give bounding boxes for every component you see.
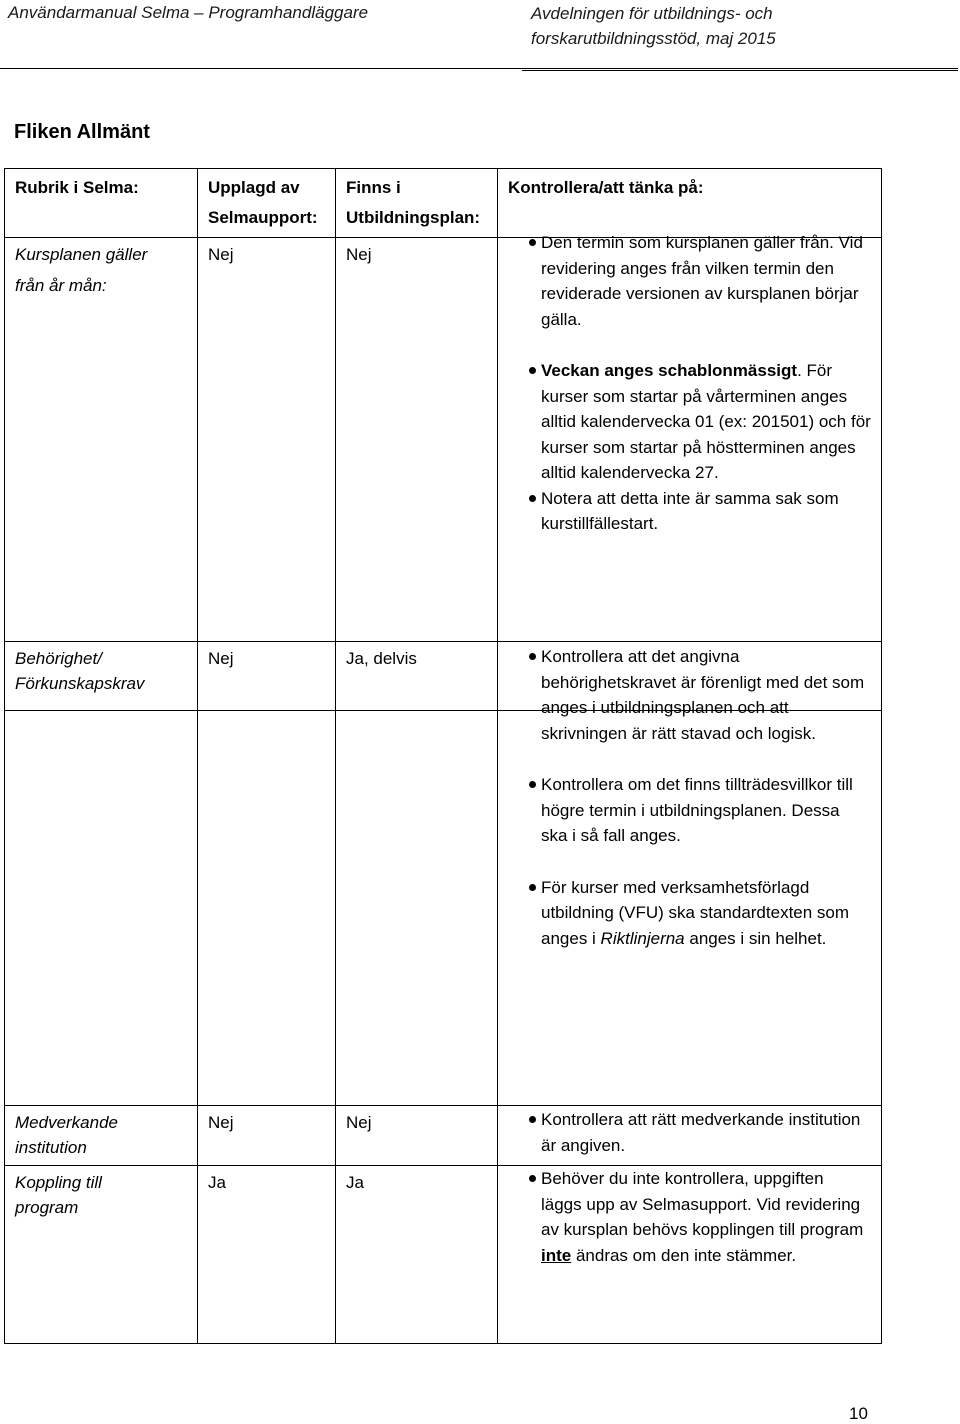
row-label-line1: Medverkande [15, 1113, 119, 1132]
cell-upplagd: Ja [198, 1166, 336, 1344]
list-item [494, 486, 878, 537]
bullet-text-bold: Veckan anges schablonmässigt [541, 361, 798, 380]
page-number: 10 [849, 1404, 868, 1423]
bullet-text: Behöver du inte kontrollera, uppgiften läggs upp av Selmasupport. Vid revidering av kursplan behövs kopplingen till program [541, 1169, 864, 1239]
row-label-line1: Behörighet/ [15, 649, 102, 668]
table-header-row [5, 169, 882, 238]
bullet-text: Kontrollera att det angivna behörighetskravet är förenligt med det som anges i utbildningsplanen och att skrivningen är rätt stavad och logisk. [541, 647, 865, 743]
row-label-behorighet [5, 642, 198, 1106]
cell-finns: Ja, delvis [336, 642, 498, 1106]
list-item [494, 1107, 868, 1158]
header-dept-line2: forskarutbildningsstöd, maj 2015 [531, 29, 776, 48]
header-dept-line1: Avdelningen för utbildnings- och [531, 4, 773, 23]
list-item [494, 772, 868, 849]
row-label-kursplanen [5, 238, 198, 711]
header-upplagd-line1: Upplagd av [208, 178, 300, 197]
header-upplagd-line2: Selmaupport: [208, 208, 318, 227]
cell-finns: Nej [336, 1106, 498, 1166]
row1-bullets [528, 230, 878, 537]
cell-upplagd: Nej [198, 642, 336, 1106]
header-divider [0, 68, 958, 69]
bullet-text-underlined: inte [541, 1245, 572, 1265]
header-upplagd [198, 169, 336, 238]
section-title: Fliken Allmänt [14, 121, 150, 143]
row-label-koppling [5, 1166, 198, 1344]
header-finns [336, 169, 498, 238]
bullet-text: Kontrollera att rätt medverkande institution är angiven. [541, 1110, 861, 1155]
bullet-text: För kurser med verksamhetsförlagd utbildning (VFU) ska standardtexten som anges i [541, 877, 850, 948]
row3-bullets [528, 1107, 868, 1158]
list-item [494, 644, 868, 746]
row-label-medverkande [5, 1106, 198, 1166]
row-label-line1: Koppling till [15, 1173, 102, 1192]
cell-finns: Ja [336, 1166, 498, 1344]
bullet-text: anges i sin helhet. [684, 928, 827, 948]
bullet-text: Den termin som kursplanen gäller från. Vid revidering anges från vilken termin den reviderade versionen av kursplanen börjar gälla. [541, 233, 863, 329]
row4-bullets [528, 1166, 868, 1268]
header-finns-line2: Utbildningsplan: [346, 208, 481, 227]
running-header-department [531, 1, 776, 51]
bullet-list [494, 1107, 868, 1158]
header-rubrik: Rubrik i Selma: [5, 169, 198, 238]
bullet-text: ändras om den inte stämmer. [571, 1245, 797, 1265]
header-finns-line1: Finns i [346, 178, 401, 197]
header-kontrollera: Kontrollera/att tänka på: [498, 169, 882, 238]
row-label-line2: Förkunskapskrav [15, 674, 145, 693]
bullet-text-italic: Riktlinjerna [600, 928, 685, 948]
row-label-line2: från år mån: [15, 276, 107, 295]
row-label-line1: Kursplanen gäller [15, 245, 148, 264]
row2-bullets [528, 644, 868, 951]
list-item [494, 1166, 868, 1268]
header-divider-secondary [522, 70, 958, 71]
list-item [494, 875, 868, 952]
bullet-list [494, 644, 868, 951]
bullet-text: Kontrollera om det finns tillträdesvillkor till högre termin i utbildningsplanen. Dessa ska i så fall anges. [541, 775, 853, 845]
bullet-list [494, 1166, 868, 1268]
running-header-title: Användarmanual Selma – Programhandläggare [8, 3, 369, 22]
bullet-list [494, 230, 878, 537]
row-label-line2: institution [15, 1138, 87, 1157]
list-item [494, 358, 878, 486]
cell-upplagd: Nej [198, 1106, 336, 1166]
row-label-line2: program [15, 1198, 79, 1217]
bullet-text: . För kurser som startar på vårterminen anges alltid kalendervecka 01 (ex: 201501) och för kurser som startar på höstterminen anges alltid kalendervecka 27. [541, 361, 871, 482]
bullet-text: Notera att detta inte är samma sak som kurstillfällestart. [541, 488, 839, 533]
cell-upplagd: Nej [198, 238, 336, 711]
cell-finns: Nej [336, 238, 498, 711]
list-item [494, 230, 878, 332]
